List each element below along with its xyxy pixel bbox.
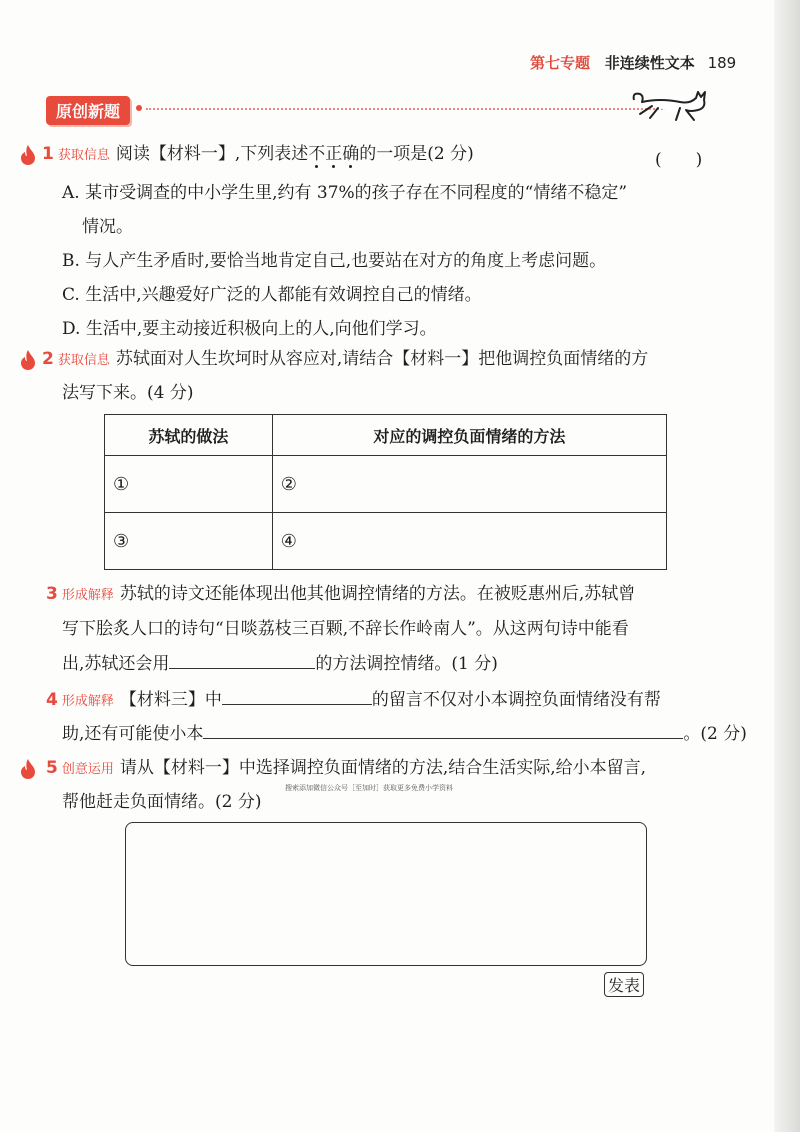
table-cell[interactable]: ② <box>272 456 666 513</box>
emphasis-char: 正 <box>325 144 343 164</box>
question-text-cont: 法写下来。(4 分) <box>62 383 194 403</box>
difficulty-flame-icon <box>20 758 36 780</box>
question-tag: 获取信息 <box>57 148 110 163</box>
option-a-cont: 情况。 <box>82 217 133 237</box>
text-segment: 助,还有可能使小本 <box>62 724 204 744</box>
watermark-text: 搜索添加微信公众号［至加时］获取更多免费小学资料 <box>285 784 453 792</box>
question-stem-end: 的一项是(2 分) <box>359 144 474 164</box>
question-text-blank-line <box>62 648 498 680</box>
question-stem: 阅读【材料一】,下列表述 <box>115 144 309 164</box>
page-number: 189 <box>707 54 737 72</box>
question-number: 5 <box>46 758 58 778</box>
option-c: C. 生活中,兴趣爱好广泛的人都能有效调控自己的情绪。 <box>62 285 482 305</box>
section-title: 非连续性文本 <box>604 54 695 72</box>
table-cell[interactable]: ① <box>105 456 273 513</box>
question-tag: 形成解释 <box>61 588 114 603</box>
question-3 <box>46 578 635 612</box>
table-header: 苏轼的做法 <box>105 415 273 456</box>
question-1 <box>42 138 474 172</box>
submit-button[interactable]: 发表 <box>604 972 644 997</box>
question-number: 2 <box>42 349 54 369</box>
question-2 <box>42 343 648 377</box>
fill-blank[interactable] <box>203 718 683 739</box>
difficulty-flame-icon <box>20 144 36 166</box>
emphasis-char: 不 <box>308 144 326 164</box>
question-text-cont: 写下脍炙人口的诗句“日啖荔枝三百颗,不辞长作岭南人”。从这两句诗中能看 <box>62 619 629 639</box>
question-number: 3 <box>46 584 58 604</box>
banner-dot <box>136 105 142 111</box>
answer-bracket[interactable]: ( ) <box>655 150 703 170</box>
question-text: 苏轼面对人生坎坷时从容应对,请结合【材料一】把他调控负面情绪的方 <box>115 349 649 369</box>
text-segment: 【材料三】中 <box>119 690 222 710</box>
text-segment: 的留言不仅对小本调控负面情绪没有帮 <box>371 690 661 710</box>
message-input-box[interactable] <box>125 822 647 966</box>
question-tag: 创意运用 <box>61 762 114 777</box>
page-header <box>530 52 736 73</box>
question-tag: 获取信息 <box>57 353 110 368</box>
dotted-divider <box>146 108 666 110</box>
table-cell[interactable]: ③ <box>105 513 273 570</box>
question-text: 苏轼的诗文还能体现出他其他调控情绪的方法。在被贬惠州后,苏轼曾 <box>119 584 636 604</box>
text-segment: 的方法调控情绪。(1 分) <box>315 654 498 674</box>
question-5 <box>46 752 646 786</box>
fill-blank[interactable] <box>222 684 372 705</box>
question-number: 4 <box>46 690 58 710</box>
page-edge-shadow <box>774 0 800 1132</box>
cat-icon <box>630 86 710 126</box>
question-tag: 形成解释 <box>61 694 114 709</box>
option-a: A. 某市受调查的中小学生里,约有 37%的孩子存在不同程度的“情绪不稳定” <box>62 183 628 203</box>
section-banner: 原创新题 <box>46 96 130 125</box>
question-text-blank-line <box>62 718 747 750</box>
emphasis-char: 确 <box>342 144 360 164</box>
question-text: 请从【材料一】中选择调控负面情绪的方法,结合生活实际,给小本留言, <box>119 758 647 778</box>
fill-blank[interactable] <box>169 648 315 669</box>
text-segment: 。(2 分) <box>683 724 747 744</box>
option-b: B. 与人产生矛盾时,要恰当地肯定自己,也要站在对方的角度上考虑问题。 <box>62 251 607 271</box>
question-number: 1 <box>42 144 54 164</box>
option-d: D. 生活中,要主动接近积极向上的人,向他们学习。 <box>62 319 437 339</box>
table-cell[interactable]: ④ <box>272 513 666 570</box>
answer-table <box>104 414 667 570</box>
chapter-title: 第七专题 <box>530 54 591 72</box>
text-segment: 出,苏轼还会用 <box>62 654 170 674</box>
question-4 <box>46 684 661 718</box>
question-text-cont: 帮他赶走负面情绪。(2 分) <box>62 792 262 812</box>
difficulty-flame-icon <box>20 349 36 371</box>
table-header: 对应的调控负面情绪的方法 <box>272 415 666 456</box>
